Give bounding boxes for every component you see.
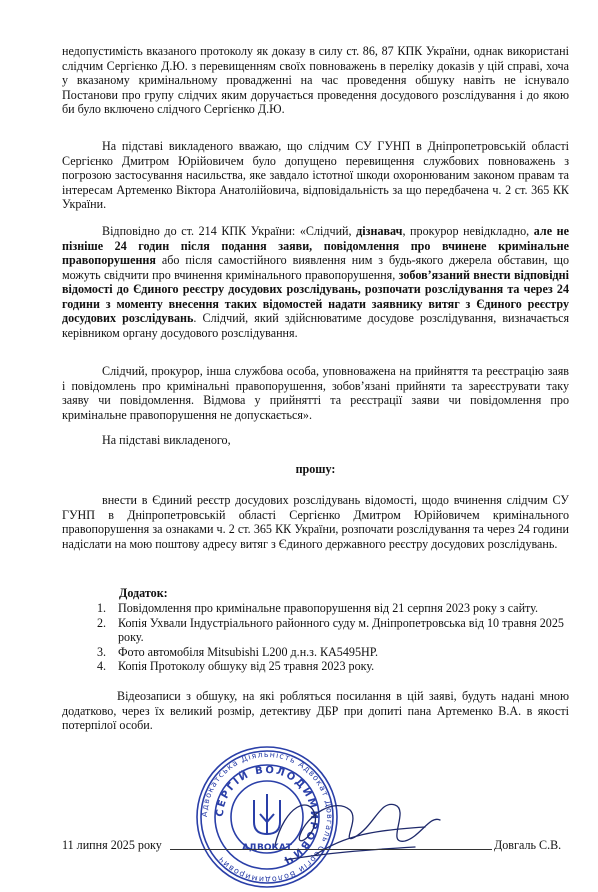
article-214-text-2: дізнавач (356, 224, 403, 238)
request-heading: прошу: (295, 462, 336, 476)
article-214-text-1: Відповідно до ст. 214 КПК України: «Слідчий, (102, 224, 357, 238)
article-214-text-5: або після самостійного виявлення ним з будь-якого джерела обставин, що можуть свідчити про вчинення кримінального правопорушення, (62, 253, 569, 282)
annex-item: 3. Фото автомобіля Mitsubishi L200 д.н.з. КА5495НР. (97, 644, 378, 659)
annex-item: 1. Повідомлення про кримінальне правопорушення від 21 серпня 2023 року з сайту. (97, 601, 539, 615)
stamp-inner-text: СЕРГІЙ ВОЛОДИМИРОВИЧ (214, 764, 320, 866)
stamp-outer-text: Адвокатська Діяльність Адвокат Довгаль Сергій Володимирович (199, 749, 335, 885)
article-214-text-6: зобов’язаний внести відповідні відомості до Єдиного реєстру досудових розслідувань, розпочати розслідування та через 24 години з моменту внесення таких відомостей надати заявнику витяг з Єдиного реєстру досудових розслідувань (62, 267, 569, 325)
paragraph-registration: Слідчий, прокурор, інша службова особа, уповноважена на прийняття та реєстрацію заяв і повідомлень про кримінальні правопорушення, зобов’язані прийняти та зареєструвати таку заяву чи повідомлення. Відмова у прийнятті та реєстрації заяви чи повідомлення про кримінальне правопорушення не допускається». (62, 364, 569, 422)
signer-name: Довгаль С.В. (494, 838, 562, 852)
handwritten-signature (255, 775, 445, 870)
paragraph-request: внести в Єдиний реєстр досудових розслідувань відомості, щодо вчинення слідчим СУ ГУНП в Дніпропетровській області Сергієнко Дмитром Юрійовичем кримінального правопорушення за ознаками ч. 2 ст. 365 КК України, розпочати розслідування та через 24 години надіслати на мою поштову адресу витяг з Єдиного державного реєстру досудових розслідувань. (62, 493, 569, 551)
paragraph-video: Відеозаписи з обшуку, на які робляться посилання в цій заяві, будуть надані мною додатково, через їх великий розмір, детективу ДБР при допиті пана Артеменко В.А. в якості потерпілої особи. (62, 689, 569, 732)
annex-list (97, 601, 572, 674)
annex-title: Додаток: (119, 586, 168, 600)
document-date: 11 липня 2025 року (62, 838, 162, 852)
paragraph-based-on: На підставі викладеного, (102, 433, 231, 447)
annex-item: 2. Копія Ухвали Індустріального районного суду м. Дніпропетровська від 10 травня 2025 року. (97, 615, 564, 644)
signature-line (170, 849, 492, 850)
paragraph-conclusion: На підставі викладеного вважаю, що слідчим СУ ГУНП в Дніпропетровській області Сергієнко Дмитром Юрійовичем було допущено перевищення службових повноважень з погрозою застосування насильства, яке завдало істотної шкоди охоронюваним законом правам та інтересам Артеменко Віктора Анатолійовича, відповідальність за що передбачена ч. 2 ст. 365 КК України. (62, 139, 569, 211)
paragraph-protocol: недопустимість вказаного протоколу як доказу в силу ст. 86, 87 КПК України, однак використані слідчим Сергієнко Д.Ю. з перевищенням своїх повноважень в переліку доказів у цій справі, хоча у вказаному кримінальному провадженні на час проведення обшуку навіть не існувало Постанови про групу слідчих яким доручається проведення досудового розслідування і до якою би було включено слідчого Сергієнко Д.Ю. (62, 44, 569, 116)
article-214-text-4: але не пізніше 24 годин після подання заяви, повідомлення про вчинене кримінальне правопорушення (62, 224, 569, 267)
article-214-text-3: , прокурор невідкладно, (402, 224, 534, 238)
annex-item: 4. Копія Протоколу обшуку від 25 травня 2023 року. (97, 659, 375, 673)
stamp-center-text: АДВОКАТ (242, 843, 292, 853)
paragraph-article-214 (62, 224, 569, 340)
article-214-text-7: . Слідчий, який здійснюватиме досудове розслідування, визначається керівником органу досудового розслідування. (62, 311, 570, 340)
